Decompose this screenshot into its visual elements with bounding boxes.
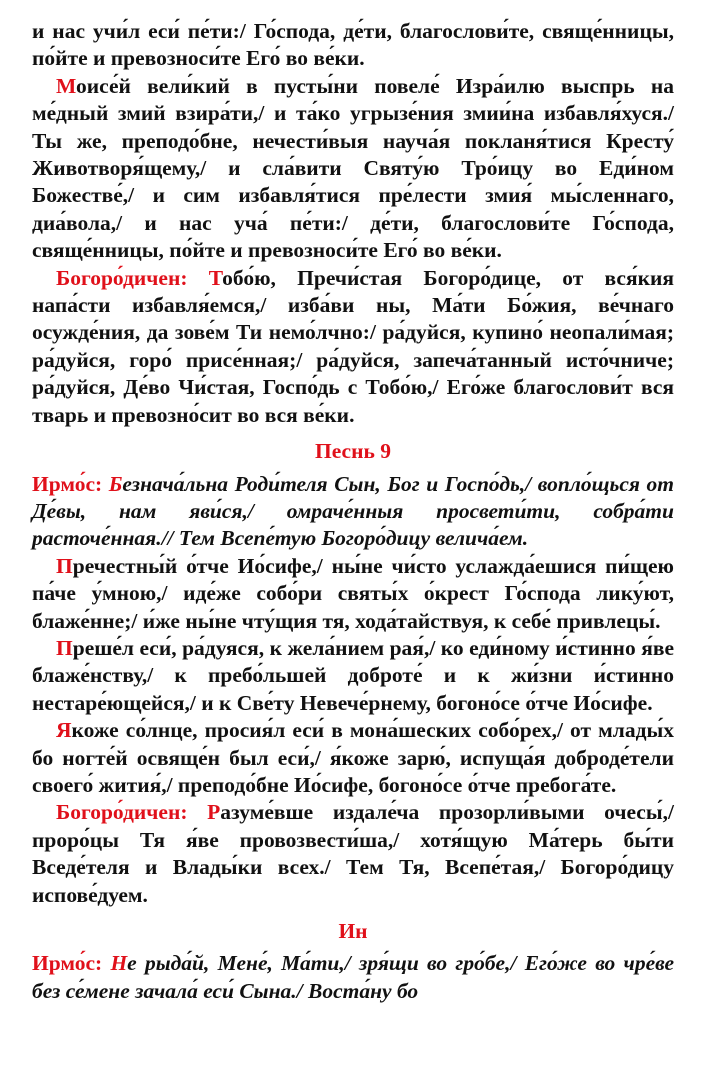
troparion-3 — [32, 717, 674, 799]
paragraph-continuation — [32, 18, 674, 73]
red-initial: М — [56, 73, 77, 98]
section-heading-other: Ин — [338, 919, 368, 943]
irmos-other — [32, 950, 674, 1005]
theotokion-text: обо́ю, Пречи́стая Богоро́дице, от вся́кия напа́сти избавля́емся,/ изба́ви ны, Ма́ти Бо́жия, ве́чнаго осужде́ния, да зове́м Ти немо́лчно:/ ра́дуйся, купино́ неопали́мая; ра́дуйся, горо́ присе́нная;/ ра́дуйся, запеча́танный исто́чниче; ра́дуйся, Де́во Чи́стая, Госпо́дь с Тобо́ю,/ Его́же благослови́т вся тварь и превозно́сит во вся ве́ки. — [32, 265, 674, 427]
troparion-2 — [32, 635, 674, 717]
theotokion-label: Богоро́дичен: — [56, 800, 208, 825]
troparion-1 — [32, 553, 674, 635]
theotokion-label: Богоро́дичен: — [56, 265, 209, 290]
irmos-text: езнача́льна Роди́теля Сын, Бог и Госпо́дь,/ вопло́щься от Де́вы, нам яви́ся,/ омраче́нныя просвети́ти, собра́ти расточе́нная.// Тем Всепе́тую Богоро́дицу велича́ем. — [32, 471, 675, 551]
troparion-text: коже со́лнце, просия́л еси́ в мона́шеских собо́рех,/ от млады́х бо ногте́й освяще́н был еси́,/ я́коже зарю́, испуща́я доброде́тели своего́ жития́,/ преподо́бне Ио́сифе, богоно́се о́тче пребога́те. — [32, 718, 674, 797]
theotokion-2 — [32, 799, 674, 909]
red-initial: Н — [110, 951, 128, 976]
red-initial: Я — [56, 718, 72, 743]
section-heading-ode-9: Песнь 9 — [315, 439, 391, 464]
troparion-moses — [32, 73, 674, 265]
irmos-label: Ирмо́с: — [32, 471, 109, 496]
red-initial: Т — [208, 265, 223, 290]
red-initial: Б — [108, 471, 123, 496]
red-initial: Р — [207, 800, 221, 825]
theotokion-text: азуме́вше издале́ча прозорли́выми очесы́,/ проро́цы Тя я́ве провозвести́ша,/ хотя́щую Ма́терь бы́ти Вседе́теля и Влады́ки всех./ Тем Тя, Всепе́тая,/ Богоро́дицу испове́дуем. — [32, 800, 674, 907]
irmos-label: Ирмо́с: — [32, 951, 111, 976]
troparion-text: реше́л еси́, ра́дуяся, к жела́нием рая́,/ ко еди́ному и́стинно я́ве блаже́нству,/ к пребо́льшей доброте́ и к жи́зни и́стинно нестаре́ющейся,/ и к Све́ту Невече́рнему, богоно́се о́тче Ио́сифе. — [32, 635, 674, 715]
red-initial: П — [56, 635, 73, 660]
troparion-text: оисе́й вели́кий в пусты́ни повеле́ Изра́илю выспрь на ме́дный змий взира́ти,/ и та́ко угрызе́ния змии́на избавля́хуся./ Ты же, преподо́бне, нечести́выя науча́я покланя́тися Кресту́ Животворя́щему,/ и сла́вити Святу́ю Тро́ицу во Еди́ном Божестве́,/ и сим избавля́тися пре́лести змия́ мы́сленнаго, диа́вола,/ и нас уча́ пе́ти:/ де́ти, благослови́те Го́спода, свяще́нницы, по́йте и превозноси́те Его́ во ве́ки. — [32, 73, 674, 263]
irmos-ode-9 — [32, 471, 674, 553]
irmos-text: е рыда́й, Мене́, Ма́ти,/ зря́щи во гро́бе,/ Его́же во чре́ве без се́мене зачала́ еси́ Сына./ Воста́ну бо — [32, 951, 674, 1003]
red-initial: П — [56, 553, 73, 578]
theotokion-1 — [32, 265, 674, 429]
troparion-text: речестны́й о́тче Ио́сифе,/ ны́не чи́сто услажда́ешися пи́щею па́че у́мною,/ иде́же собо́ри святы́х о́крест Го́спода лику́ют, блаже́нне;/ и́же ны́не чту́щия тя, хода́тайствуя, к себе́ привлецы́. — [32, 553, 674, 633]
paragraph-text: и нас учи́л еси́ пе́ти:/ Го́спода, де́ти, благослови́те, свяще́нницы, по́йте и превозноси́те Его́ во ве́ки. — [32, 19, 674, 71]
